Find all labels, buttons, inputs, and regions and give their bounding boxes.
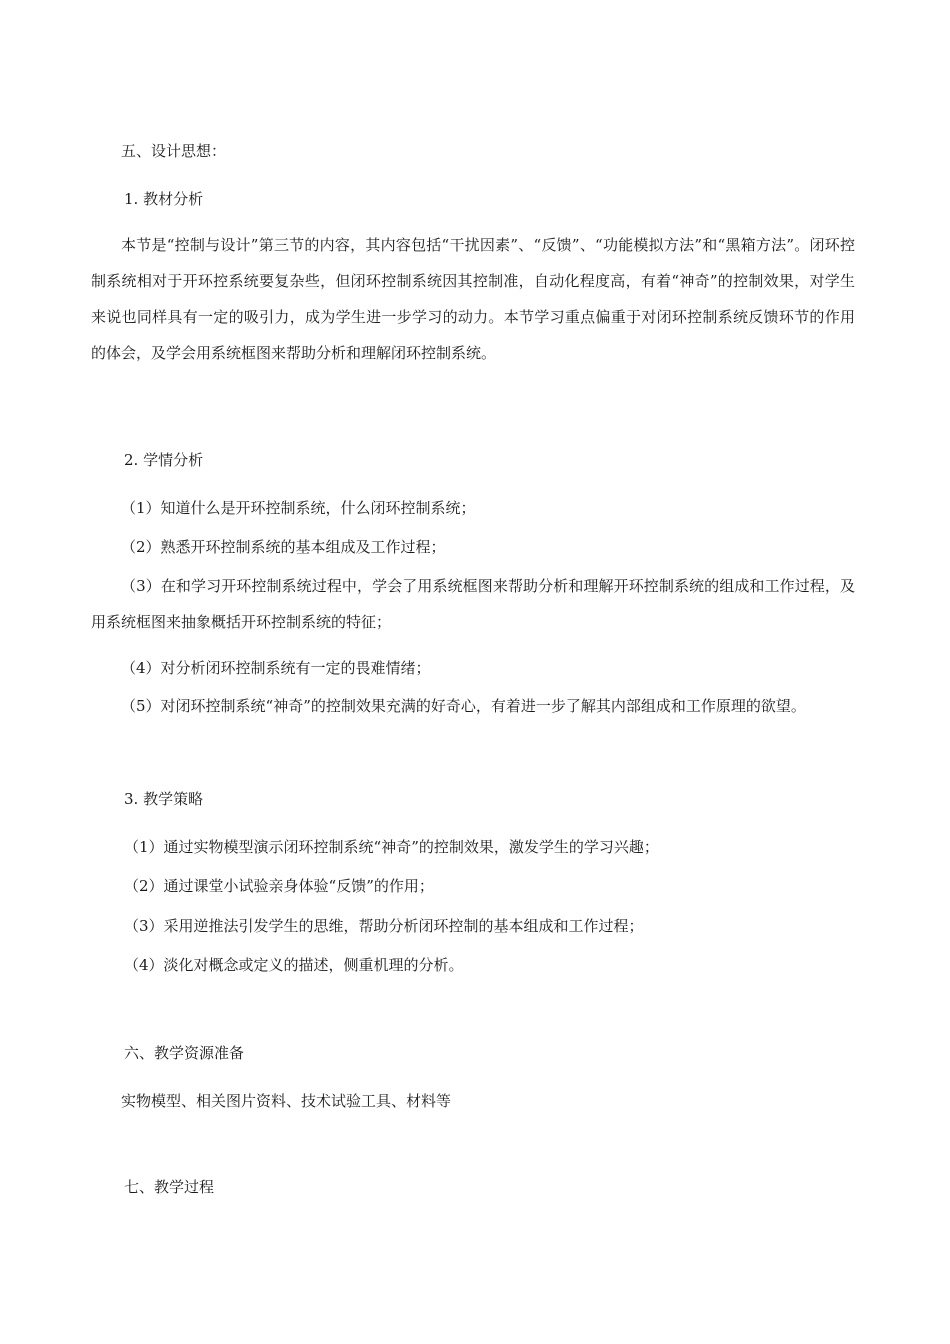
- sub1-heading: 1. 教材分析: [124, 190, 204, 208]
- sub3-item-4: （4）淡化对概念或定义的描述，侧重机理的分析。: [124, 956, 464, 974]
- sub2-item-5: （5）对闭环控制系统“神奇”的控制效果充满的好奇心，有着进一步了解其内部组成和工作原理的欲望。: [121, 697, 806, 715]
- sub3-heading: 3. 教学策略: [124, 790, 204, 808]
- sub2-item-1: （1）知道什么是开环控制系统，什么闭环控制系统；: [121, 499, 476, 517]
- sub2-item-4: （4）对分析闭环控制系统有一定的畏难情绪；: [121, 659, 431, 677]
- section6-body: 实物模型、相关图片资料、技术试验工具、材料等: [121, 1092, 452, 1110]
- section6-heading: 六、教学资源准备: [124, 1044, 245, 1062]
- sub1-body: 本节是“控制与设计”第三节的内容，其内容包括“干扰因素”、“反馈”、“功能模拟方法”和“黑箱方法”。闭环控制系统相对于开环控系统要复杂些，但闭环控制系统因其控制准，自动化程度高，有着“神奇”的控制效果，对学生来说也同样具有一定的吸引力，成为学生进一步学习的动力。本节学习重点偏重于对闭环控制系统反馈环节的作用的体会，及学会用系统框图来帮助分析和理解闭环控制系统。: [91, 236, 855, 362]
- section5-heading: 五、设计思想：: [121, 142, 227, 160]
- section7-heading: 七、教学过程: [124, 1178, 215, 1196]
- sub2-item-2: （2）熟悉开环控制系统的基本组成及工作过程；: [121, 538, 446, 556]
- sub2-item-3: （3）在和学习开环控制系统过程中，学会了用系统框图来帮助分析和理解开环控制系统的组成和工作过程，及用系统框图来抽象概括开环控制系统的特征；: [91, 577, 855, 631]
- sub3-item-1: （1）通过实物模型演示闭环控制系统“神奇”的控制效果，激发学生的学习兴趣；: [124, 838, 659, 856]
- sub2-heading: 2. 学情分析: [124, 451, 204, 469]
- sub3-item-2: （2）通过课堂小试验亲身体验“反馈”的作用；: [124, 877, 434, 895]
- sub3-item-3: （3）采用逆推法引发学生的思维，帮助分析闭环控制的基本组成和工作过程；: [124, 917, 644, 935]
